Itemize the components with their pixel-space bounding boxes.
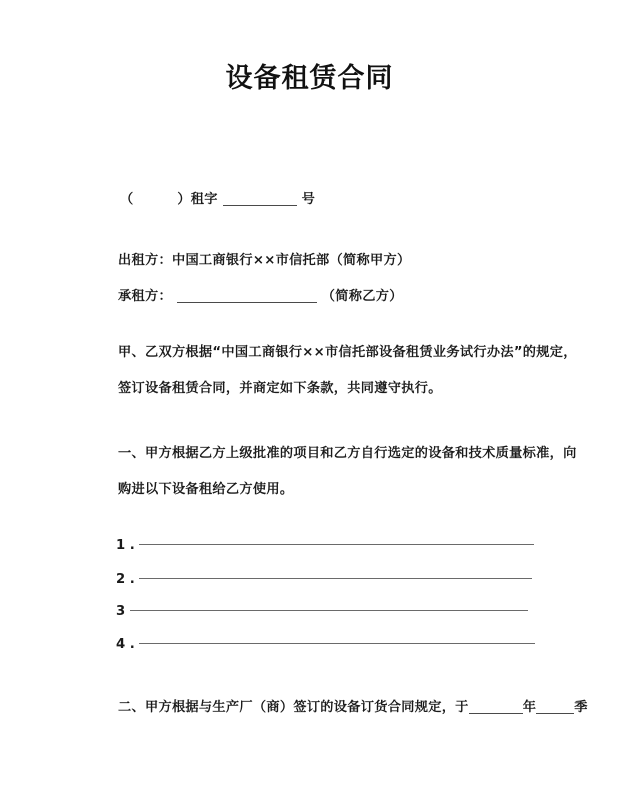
equipment-item-2-marker: 2 . bbox=[116, 572, 135, 587]
clause-1-line-2: 购进以下设备租给乙方使用。 bbox=[118, 482, 294, 497]
contract-number-prefix: （ bbox=[120, 192, 134, 207]
lessor-label: 出租方： bbox=[118, 253, 172, 268]
clause-2-quarter-label: 季 bbox=[574, 700, 588, 715]
lessor-value: 中国工商银行××市信托部（简称甲方） bbox=[171, 253, 411, 268]
equipment-item-4-blank[interactable] bbox=[139, 643, 535, 644]
lessee-name-blank[interactable] bbox=[177, 302, 317, 303]
equipment-item-3-blank[interactable] bbox=[130, 610, 528, 611]
preamble-line-2: 签订设备租赁合同，并商定如下条款，共同遵守执行。 bbox=[118, 381, 442, 396]
equipment-item-1-blank[interactable] bbox=[139, 544, 534, 545]
equipment-item-3 bbox=[116, 602, 528, 622]
clause-2-line bbox=[118, 698, 588, 718]
lessor-line bbox=[118, 251, 410, 271]
contract-number-line bbox=[120, 190, 315, 210]
clause-1-line-1: 一、甲方根据乙方上级批准的项目和乙方自行选定的设备和技术质量标准，向 bbox=[118, 446, 577, 461]
equipment-item-1-marker: 1 . bbox=[116, 538, 135, 553]
equipment-item-1 bbox=[116, 536, 534, 556]
page-title: 设备租赁合同 bbox=[225, 63, 394, 94]
equipment-item-4 bbox=[116, 635, 535, 655]
equipment-item-3-marker: 3 bbox=[116, 604, 126, 619]
lessee-line bbox=[118, 287, 403, 307]
lessee-suffix: （简称乙方） bbox=[321, 289, 403, 304]
contract-number-suffix: 号 bbox=[301, 192, 316, 207]
equipment-item-4-marker: 4 . bbox=[116, 637, 135, 652]
contract-number-middle: ）租字 bbox=[177, 192, 218, 207]
lessee-label: 承租方： bbox=[118, 289, 172, 304]
contract-number-blank[interactable] bbox=[223, 205, 297, 206]
equipment-item-2 bbox=[116, 570, 532, 590]
clause-2-year-label: 年 bbox=[522, 700, 537, 715]
clause-2-quarter-blank[interactable] bbox=[536, 713, 574, 714]
preamble-line-1: 甲、乙双方根据“中国工商银行××市信托部设备租赁业务试行办法”的规定， bbox=[118, 345, 577, 360]
equipment-item-2-blank[interactable] bbox=[139, 578, 532, 579]
clause-2-prefix: 二、甲方根据与生产厂（商）签订的设备订货合同规定，于 bbox=[118, 700, 469, 715]
clause-2-year-blank[interactable] bbox=[469, 713, 523, 714]
